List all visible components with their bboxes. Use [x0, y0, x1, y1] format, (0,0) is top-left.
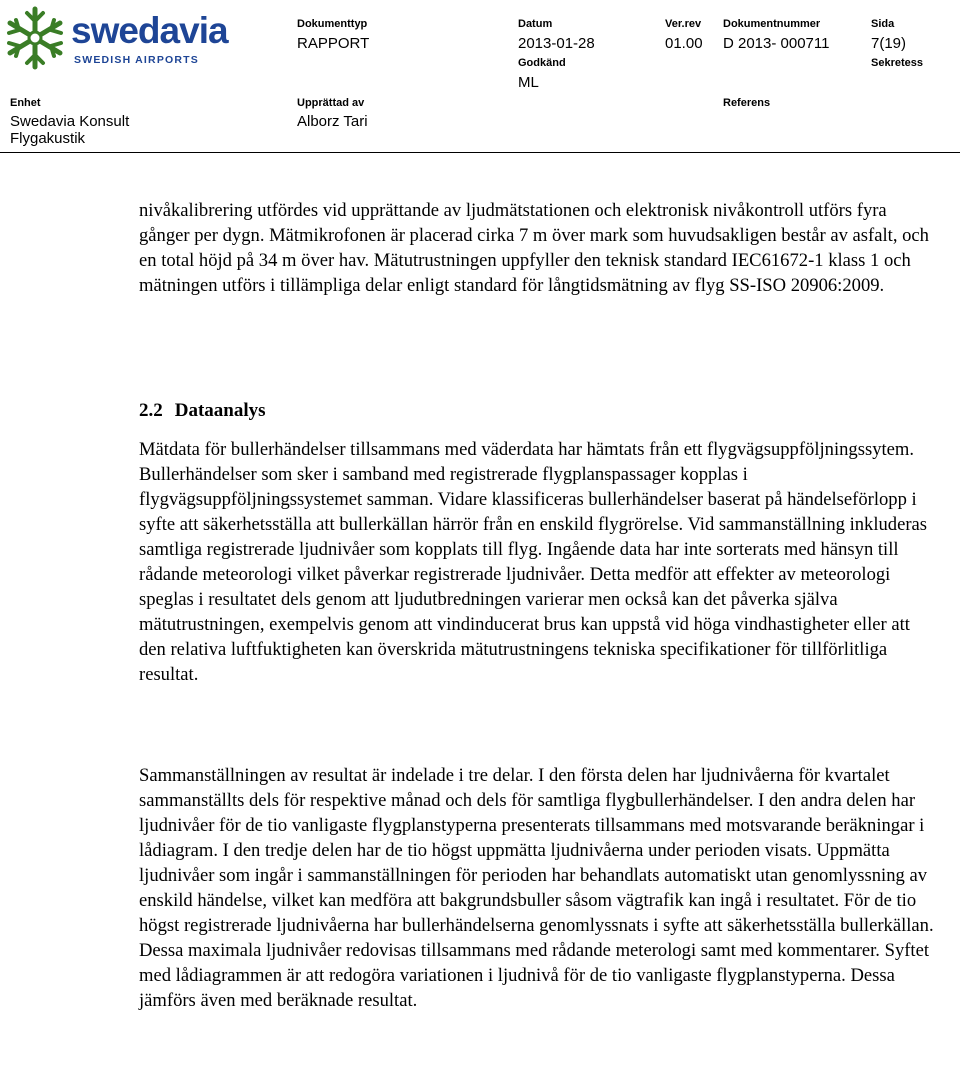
rev-value: 01.00 — [665, 35, 703, 52]
unit-value-2: Flygakustik — [10, 130, 86, 147]
paragraph-measurement: nivåkalibrering utfördes vid upprättande av ljudmätstationen och elektronisk nivåkontroll utförs fyra gånger per dygn. Mätmikrofonen är placerad cirka 7 m över mark som huvudsakligen består av asfalt, och en total höjd på 34 m över hav. Mätutrustningen uppfyller den teknisk standard IEC61672-1 klass 1 och mätningen utförs i tillämpliga delar enligt standard för långtidsmätning av flyg SS-ISO 20906:2009. — [139, 200, 929, 296]
header-divider — [0, 152, 960, 153]
docnum-value: D 2013- 000711 — [723, 35, 830, 52]
approved-value: ML — [518, 74, 539, 91]
doctype-label: Dokumenttyp — [297, 18, 368, 30]
approved-label: Godkänd — [518, 57, 566, 69]
unit-label: Enhet — [10, 97, 41, 109]
docnum-label: Dokumentnummer — [723, 18, 821, 30]
section-title-text: Dataanalys — [174, 400, 266, 421]
swedavia-logo — [3, 5, 228, 73]
author-label: Upprättad av — [297, 97, 365, 109]
section-heading — [139, 400, 163, 422]
page-label: Sida — [871, 18, 895, 30]
secrecy-label: Sekretess — [871, 57, 923, 69]
paragraph-data-analysis: Mätdata för bullerhändelser tillsammans med väderdata har hämtats från ett flygvägsuppföljningssytem. Bullerhändelser som sker i samband med registrerade flygplanspassager kopplas i flygvägsuppföljningssystemet samman. Vidare klassificeras bullerhändelser baserat på händelseförlopp i syfte att säkerhetsställa att bullerkällan härrör från en enskild flygrörelse. Vid sammanställning inkluderas samtliga registrerade ljudnivåer som kopplats till flyg. Ingående data har inte sorterats med hänsyn till rådande meteorologi vilket påverkar registrerade ljudnivåer. Detta medför att effekter av meteorologi speglas i resultatet dels genom att ljudutbredningen varierar men också kan det påverka själva mätutrustningen, exempelvis genom att vindinducerat brus kan uppstå vid höga vindhastigheter eller att den relativa luftfuktigheten kan överskrida mätutrustningens tekniska specifikationer för tillförlitliga resultat. — [139, 439, 928, 685]
logo-tagline: SWEDISH AIRPORTS — [74, 54, 199, 66]
paragraph-summary: Sammanställningen av resultat är indelade i tre delar. I den första delen har ljudnivåerna för kvartalet sammanställts dels för respektive månad och dels för samtliga flygbullerhändelser. I den andra delen har ljudnivåer för de tio vanligaste flygplanstyperna presenterats tillsammans med motsvarande beräkningar i lådiagram. I den tredje delen har de tio högst uppmätta ljudnivåerna under perioden visats. Uppmätta ljudnivåer som ingår i sammanställningen för perioden har behandlats automatiskt utan genomlyssning av enskild händelse, vilket kan medföra att bakgrundsbuller såsom vägtrafik kan ingå i resultatet. För de tio högst registrerade ljudnivåerna har bullerhändelserna genomlyssnats i syfte att säkerhetsställa bullerkällan. Dessa maximala ljudnivåer redovisas tillsammans med rådande meterologi samt med kommentarer. Syftet med lådiagrammen är att redogöra variationen i ljudnivå för de tio vanligaste flygplanstyperna. Dessa jämförs även med beräknade resultat. — [139, 765, 934, 1011]
snowflake-icon — [3, 5, 67, 71]
page-value: 7(19) — [871, 35, 907, 52]
rev-label: Ver.rev — [665, 18, 702, 30]
section-number: 2.2 — [139, 400, 163, 421]
date-label: Datum — [518, 18, 553, 30]
doctype-value: RAPPORT — [297, 35, 370, 52]
author-value: Alborz Tari — [297, 113, 368, 130]
unit-value-1: Swedavia Konsult — [10, 113, 130, 130]
logo-wordmark: swedavia — [71, 10, 228, 51]
date-value: 2013-01-28 — [518, 35, 595, 52]
reference-label: Referens — [723, 97, 771, 109]
